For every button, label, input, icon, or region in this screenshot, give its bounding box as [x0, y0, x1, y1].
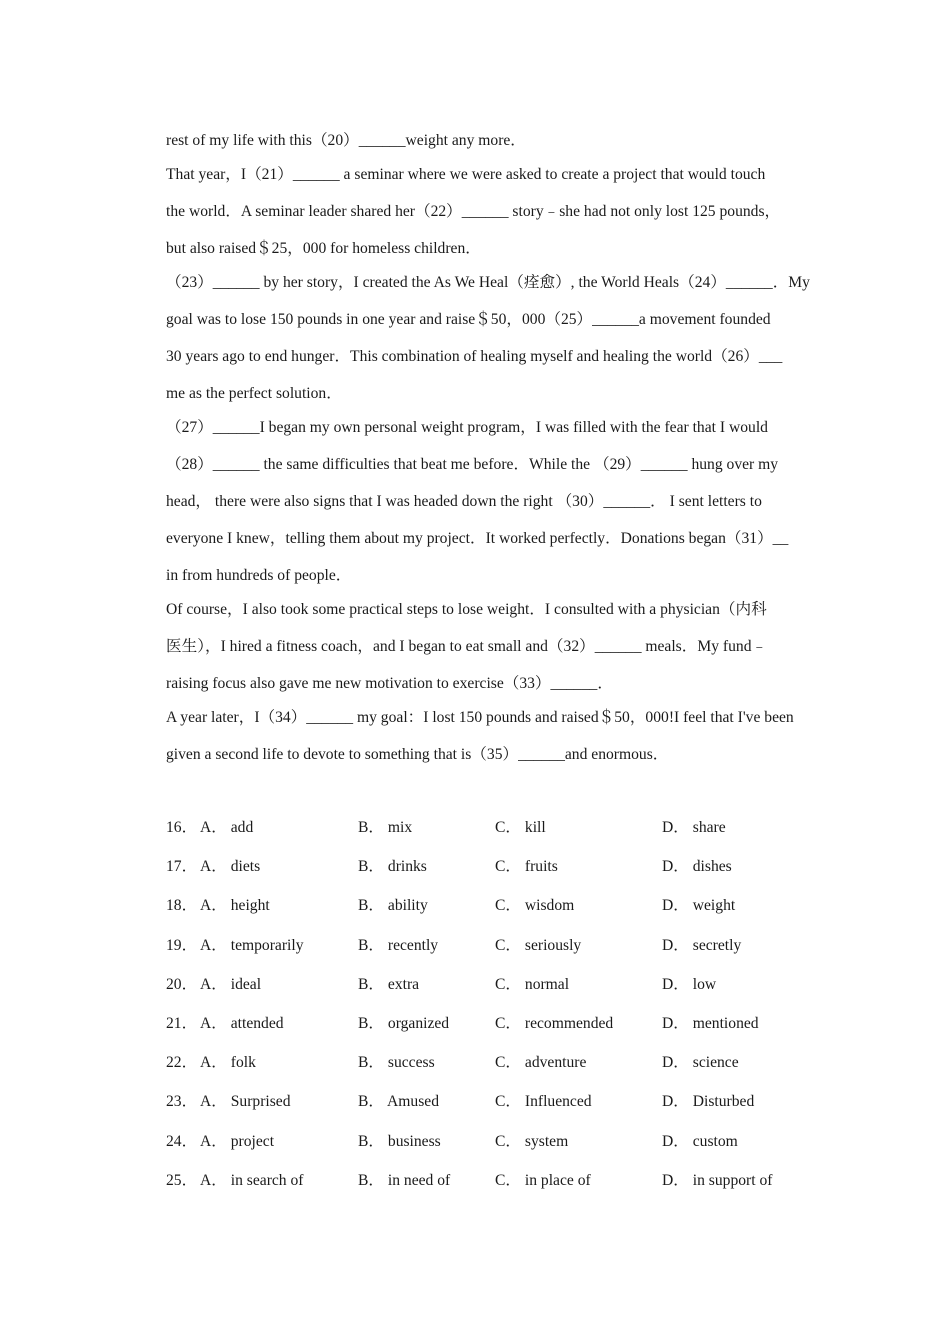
- option-b: B． ability: [358, 897, 428, 915]
- option-c: C． wisdom: [495, 897, 575, 915]
- question-number: 19．: [166, 936, 198, 954]
- option-d: D． secretly: [662, 936, 742, 954]
- question-number: 25．: [166, 1171, 198, 1189]
- option-c: C． Influenced: [495, 1093, 592, 1111]
- option-c: C． system: [495, 1132, 569, 1150]
- passage-line: 30 years ago to end hunger．This combination of healing myself and healing the world（26）___: [166, 348, 783, 365]
- option-a: A． height: [200, 897, 270, 915]
- question-number: 23．: [166, 1093, 198, 1111]
- option-a: A． ideal: [200, 975, 262, 993]
- option-b: B． Amused: [358, 1093, 440, 1111]
- passage-line: （27）______I began my own personal weight program，I was filled with the fear that I would: [166, 419, 768, 436]
- option-b: B． success: [358, 1054, 435, 1072]
- option-c: C． kill: [495, 819, 546, 836]
- option-b: B． mix: [358, 819, 413, 836]
- option-a: A． attended: [200, 1014, 284, 1032]
- passage-line: given a second life to devote to something that is（35）______and enormous．: [166, 746, 669, 763]
- passage-line: in from hundreds of people．: [166, 567, 352, 584]
- option-a: A． temporarily: [200, 936, 304, 954]
- option-c: C． normal: [495, 975, 570, 993]
- option-a: A． add: [200, 819, 254, 836]
- option-d: D． mentioned: [662, 1014, 759, 1032]
- option-c: C． in place of: [495, 1171, 591, 1189]
- option-d: D． science: [662, 1054, 739, 1072]
- passage-line: the world．A seminar leader shared her（22）______ story﹣she had not only lost 125 pounds，: [166, 203, 781, 220]
- passage-text: [166, 122, 816, 773]
- passage-line: goal was to lose 150 pounds in one year and raise＄50，000（25）______a movement founded: [166, 311, 771, 328]
- option-b: B． drinks: [358, 858, 427, 876]
- option-d: D． in support of: [662, 1171, 773, 1189]
- passage-line: but also raised＄25，000 for homeless children．: [166, 240, 481, 257]
- option-a: A． diets: [200, 858, 261, 876]
- question-row: [166, 808, 816, 847]
- option-d: D． dishes: [662, 858, 732, 876]
- option-c: C． fruits: [495, 858, 558, 876]
- question-number: 20．: [166, 975, 198, 993]
- option-d: D． weight: [662, 897, 736, 915]
- document-page: [166, 0, 816, 1344]
- passage-line: A year later，I（34）______ my goal：I lost 150 pounds and raised＄50，000!I feel that I've been: [166, 709, 794, 726]
- question-row: [166, 1122, 816, 1161]
- passage-line: That year，I（21）______ a seminar where we were asked to create a project that would touch: [166, 166, 766, 183]
- question-number: 18．: [166, 897, 198, 915]
- question-row: [166, 965, 816, 1004]
- option-a: A． project: [200, 1132, 275, 1150]
- question-row: [166, 1161, 816, 1200]
- question-number: 16．: [166, 819, 198, 836]
- option-b: B． extra: [358, 975, 420, 993]
- passage-line: head， there were also signs that I was headed down the right （30）______． I sent letters to: [166, 493, 762, 510]
- question-row: [166, 1004, 816, 1043]
- question-row: [166, 886, 816, 925]
- question-number: 22．: [166, 1054, 198, 1072]
- option-c: C． recommended: [495, 1014, 614, 1032]
- passage-line: Of course，I also took some practical steps to lose weight．I consulted with a physician（内科: [166, 601, 767, 618]
- option-b: B． business: [358, 1132, 441, 1150]
- passage-line: raising focus also gave me new motivation to exercise（33）______．: [166, 675, 613, 692]
- passage-line: everyone I knew，telling them about my project．It worked perfectly．Donations began（31）__: [166, 530, 789, 547]
- option-a: A． Surprised: [200, 1093, 291, 1111]
- question-row: [166, 1043, 816, 1082]
- answer-options: [166, 808, 816, 1200]
- question-row: [166, 1082, 816, 1121]
- option-c: C． seriously: [495, 936, 582, 954]
- option-b: B． organized: [358, 1014, 450, 1032]
- option-c: C． adventure: [495, 1054, 587, 1072]
- question-row: [166, 847, 816, 886]
- question-number: 17．: [166, 858, 198, 876]
- option-d: D． Disturbed: [662, 1093, 755, 1111]
- passage-line: rest of my life with this（20）______weight any more．: [166, 132, 526, 149]
- option-d: D． share: [662, 819, 726, 836]
- question-row: [166, 926, 816, 965]
- option-a: A． folk: [200, 1054, 256, 1072]
- option-b: B． recently: [358, 936, 439, 954]
- passage-line: 医生），I hired a fitness coach，and I began to eat small and（32）______ meals．My fund﹣: [166, 638, 768, 655]
- question-number: 24．: [166, 1132, 198, 1150]
- passage-line: （23）______ by her story，I created the As We Heal（痊愈）, the World Heals（24）______．My: [166, 274, 810, 291]
- passage-line: me as the perfect solution．: [166, 385, 342, 402]
- passage-line: （28）______ the same difficulties that beat me before．While the （29）______ hung over my: [166, 456, 779, 473]
- question-number: 21．: [166, 1014, 198, 1032]
- option-b: B． in need of: [358, 1171, 451, 1189]
- option-d: D． low: [662, 975, 717, 993]
- option-a: A． in search of: [200, 1171, 304, 1189]
- option-d: D． custom: [662, 1132, 738, 1150]
